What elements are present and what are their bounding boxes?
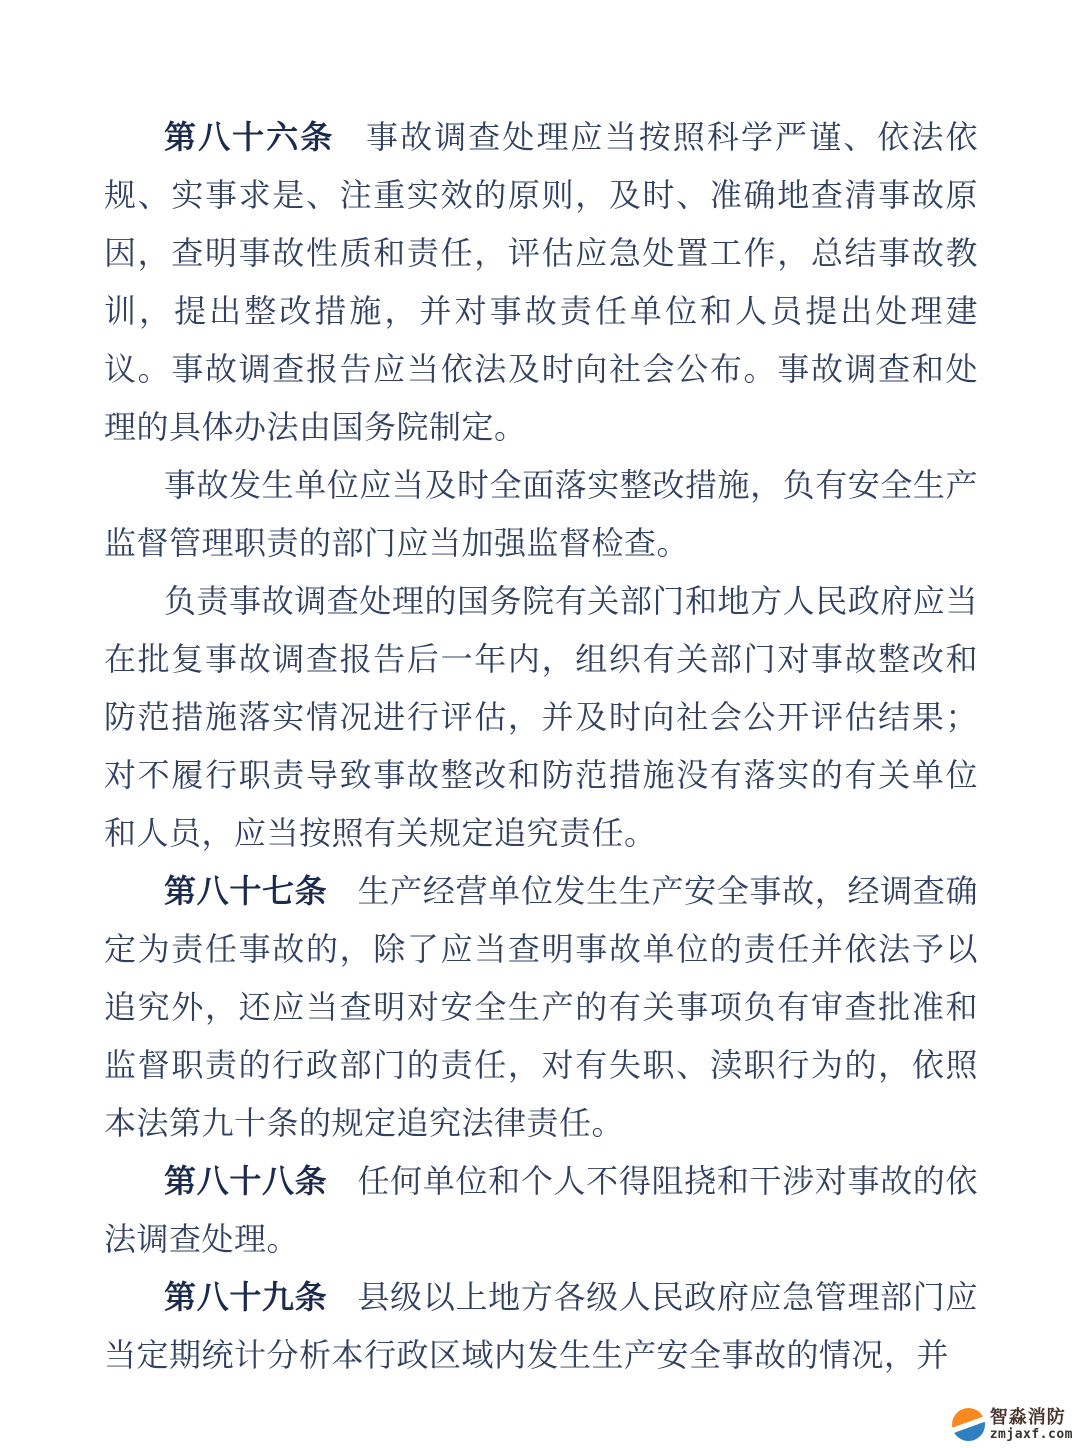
article-number-label: 第八十九条	[164, 1279, 328, 1315]
paragraph-text: 事故调查处理应当按照科学严谨、依法依规、实事求是、注重实效的原则，及时、准确地查清事故原因，查明事故性质和责任，评估应急处置工作，总结事故教训，提出整改措施，并对事故责任单位和人员提出处理建议。事故调查报告应当依法及时向社会公布。事故调查和处理的具体办法由国务院制定。	[104, 119, 978, 445]
law-paragraph	[104, 572, 978, 862]
article-number-label: 第八十六条	[164, 119, 335, 155]
article-number-label: 第八十七条	[164, 873, 328, 909]
legal-text-block	[104, 108, 978, 1384]
watermark-brand-name: 智淼消防	[989, 1406, 1066, 1427]
article-number-label: 第八十八条	[164, 1163, 328, 1199]
law-paragraph	[104, 1268, 978, 1384]
law-paragraph	[104, 1152, 978, 1268]
paragraph-text: 生产经营单位发生生产安全事故，经调查确定为责任事故的，除了应当查明事故单位的责任并依法予以追究外，还应当查明对安全生产的有关事项负有审查批准和监督职责的行政部门的责任，对有失职、渎职行为的，依照本法第九十条的规定追究法律责任。	[104, 873, 978, 1141]
law-paragraph	[104, 108, 978, 456]
paragraph-text: 任何单位和个人不得阻挠和干涉对事故的依法调查处理。	[104, 1163, 978, 1257]
law-paragraph	[104, 862, 978, 1152]
paragraph-text: 县级以上地方各级人民政府应急管理部门应当定期统计分析本行政区域内发生生产安全事故的情况，并	[104, 1279, 978, 1373]
zhimiao-logo-icon	[952, 1408, 985, 1441]
paragraph-text: 负责事故调查处理的国务院有关部门和地方人民政府应当在批复事故调查报告后一年内，组织有关部门对事故整改和防范措施落实情况进行评估，并及时向社会公开评估结果；对不履行职责导致事故整改和防范措施没有落实的有关单位和人员，应当按照有关规定追究责任。	[104, 583, 978, 851]
watermark-site-url: zmjaxf.com	[989, 1426, 1073, 1442]
paragraph-text: 事故发生单位应当及时全面落实整改措施，负有安全生产监督管理职责的部门应当加强监督检查。	[104, 467, 978, 561]
law-paragraph	[104, 456, 978, 572]
watermark	[952, 1408, 1073, 1442]
watermark-text	[990, 1408, 1073, 1442]
